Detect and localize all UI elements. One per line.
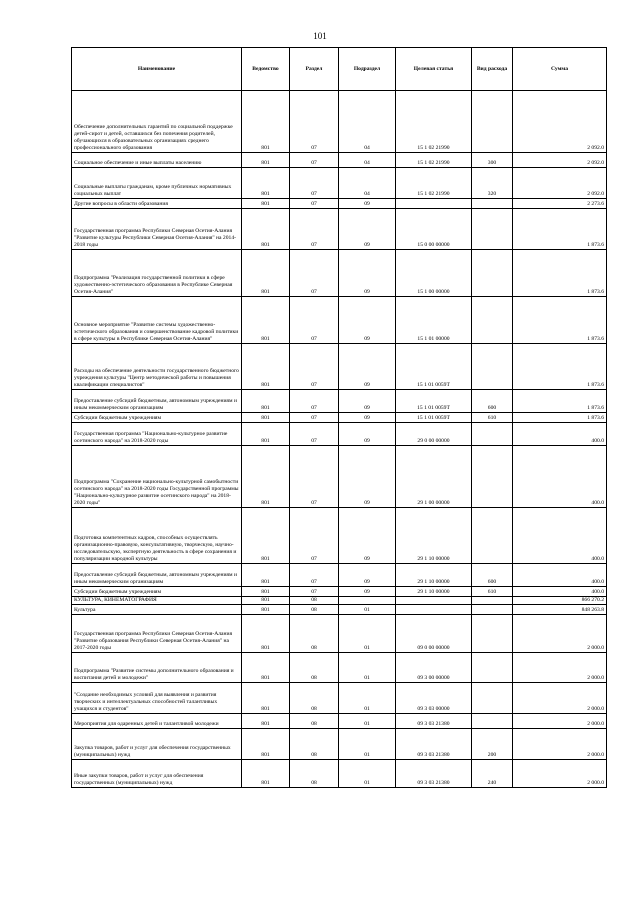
page-number: 101 xyxy=(313,31,327,41)
row-target xyxy=(396,605,472,615)
row-ministry: 801 xyxy=(242,760,290,788)
row-target: 09 3 03 00000 xyxy=(396,683,472,714)
row-subsection xyxy=(339,597,396,605)
row-name: Социальное обеспечение и иные выплаты населению xyxy=(72,153,242,168)
row-sum: 2 092.0 xyxy=(513,91,607,153)
row-name: Государственная программа "Национально-культурное развитие осетинского народа" на 2018-2020 годы xyxy=(72,423,242,446)
table-row xyxy=(72,683,607,714)
row-sum: 400.0 xyxy=(513,446,607,508)
table-row xyxy=(72,653,607,683)
row-name: Предоставление субсидий бюджетным, автономным учреждениям и иным некоммерческим организациям xyxy=(72,390,242,413)
row-target: 09 3 03 21380 xyxy=(396,760,472,788)
row-ministry: 801 xyxy=(242,597,290,605)
row-expense-type: 600 xyxy=(472,564,513,587)
row-section: 08 xyxy=(290,729,339,760)
row-target: 09 3 03 21380 xyxy=(396,729,472,760)
row-target: 15 1 01 0059Т xyxy=(396,390,472,413)
row-section: 07 xyxy=(290,423,339,446)
row-subsection: 09 xyxy=(339,587,396,597)
table-body xyxy=(72,91,607,788)
row-target: 15 0 00 00000 xyxy=(396,209,472,250)
row-name: Подпрограмма "Реализация государственной политики в сфере художественно-эстетического образования в Республике Северная Осетия-Алания" xyxy=(72,250,242,297)
row-sum: 866 270.2 xyxy=(513,597,607,605)
row-sum: 848 263.8 xyxy=(513,605,607,615)
row-ministry: 801 xyxy=(242,91,290,153)
table-row xyxy=(72,297,607,344)
row-name: Подготовка компетентных кадров, способных осуществлять организационно-правовую, консультативную, творческую, научно-исследовательскую, экспертную деятельность в сфере сохранения и популяризации народной культуры xyxy=(72,508,242,564)
table-row xyxy=(72,760,607,788)
row-section: 08 xyxy=(290,714,339,729)
row-expense-type: 300 xyxy=(472,153,513,168)
row-target: 15 1 02 21990 xyxy=(396,168,472,199)
row-name: Субсидии бюджетным учреждениям xyxy=(72,587,242,597)
row-ministry: 801 xyxy=(242,423,290,446)
row-ministry: 801 xyxy=(242,446,290,508)
row-ministry: 801 xyxy=(242,615,290,653)
row-target: 29 1 10 00000 xyxy=(396,508,472,564)
row-subsection: 09 xyxy=(339,508,396,564)
table-row xyxy=(72,446,607,508)
budget-table xyxy=(71,47,607,788)
row-expense-type xyxy=(472,605,513,615)
table-row xyxy=(72,587,607,597)
table-row xyxy=(72,168,607,199)
row-subsection: 09 xyxy=(339,209,396,250)
table-row xyxy=(72,199,607,209)
row-section: 07 xyxy=(290,168,339,199)
row-ministry: 801 xyxy=(242,390,290,413)
row-target: 15 1 01 0059Т xyxy=(396,344,472,390)
row-sum: 2 092.0 xyxy=(513,153,607,168)
row-section: 07 xyxy=(290,91,339,153)
row-expense-type xyxy=(472,91,513,153)
row-subsection: 09 xyxy=(339,423,396,446)
row-name: Иные закупки товаров, работ и услуг для обеспечения государственных (муниципальных) нужд xyxy=(72,760,242,788)
row-ministry: 801 xyxy=(242,168,290,199)
header-ministry: Ведомство xyxy=(242,48,290,91)
table-row xyxy=(72,729,607,760)
row-expense-type xyxy=(472,653,513,683)
row-expense-type xyxy=(472,508,513,564)
row-ministry: 801 xyxy=(242,683,290,714)
row-sum: 1 873.6 xyxy=(513,250,607,297)
row-sum: 2 000.0 xyxy=(513,760,607,788)
row-ministry: 801 xyxy=(242,729,290,760)
row-name: Обеспечение дополнительных гарантий по социальной поддержке детей-сирот и детей, оставшихся без попечения родителей, обучающихся в образовательных организациях среднего профессионального образования xyxy=(72,91,242,153)
row-section: 08 xyxy=(290,683,339,714)
row-expense-type: 240 xyxy=(472,760,513,788)
row-sum: 400.0 xyxy=(513,564,607,587)
row-subsection: 01 xyxy=(339,615,396,653)
row-expense-type xyxy=(472,209,513,250)
row-expense-type xyxy=(472,423,513,446)
header-expense-type: Вид расхода xyxy=(472,48,513,91)
row-expense-type: 610 xyxy=(472,587,513,597)
row-section: 07 xyxy=(290,390,339,413)
table-row xyxy=(72,714,607,729)
row-name: Основное мероприятие "Развитие системы художественно-эстетического образования и совершенствование кадровой политики в сфере культуры в Республике Северная Осетия-Алания" xyxy=(72,297,242,344)
header-sum: Сумма xyxy=(513,48,607,91)
row-name: Субсидии бюджетным учреждениям xyxy=(72,413,242,423)
header-target: Целевая статья xyxy=(396,48,472,91)
row-ministry: 801 xyxy=(242,714,290,729)
row-target: 29 0 00 00000 xyxy=(396,423,472,446)
row-name: Расходы на обеспечение деятельности государственного бюджетного учреждения культуры "Центр методической работы и повышения квалификации специалистов" xyxy=(72,344,242,390)
row-expense-type xyxy=(472,250,513,297)
table-row xyxy=(72,250,607,297)
row-sum: 2 000.0 xyxy=(513,615,607,653)
row-sum: 2 273.6 xyxy=(513,199,607,209)
row-expense-type xyxy=(472,615,513,653)
row-subsection: 01 xyxy=(339,683,396,714)
row-ministry: 801 xyxy=(242,297,290,344)
table-row xyxy=(72,344,607,390)
row-ministry: 801 xyxy=(242,564,290,587)
row-subsection: 04 xyxy=(339,153,396,168)
row-name: Культура xyxy=(72,605,242,615)
row-sum: 2 000.0 xyxy=(513,683,607,714)
row-name: "Создание необходимых условий для выявления и развития творческих и интеллектуальных способностей талантливых учащихся и студентов" xyxy=(72,683,242,714)
row-sum: 1 873.6 xyxy=(513,390,607,413)
row-section: 07 xyxy=(290,413,339,423)
row-expense-type xyxy=(472,597,513,605)
row-section: 07 xyxy=(290,508,339,564)
row-subsection: 01 xyxy=(339,729,396,760)
row-section: 07 xyxy=(290,209,339,250)
row-target: 15 1 02 21990 xyxy=(396,91,472,153)
row-subsection: 04 xyxy=(339,168,396,199)
table-row xyxy=(72,605,607,615)
row-ministry: 801 xyxy=(242,199,290,209)
row-sum: 400.0 xyxy=(513,508,607,564)
row-section: 08 xyxy=(290,615,339,653)
row-section: 08 xyxy=(290,760,339,788)
row-ministry: 801 xyxy=(242,153,290,168)
table-row xyxy=(72,423,607,446)
table-header xyxy=(72,48,607,91)
table-row xyxy=(72,564,607,587)
row-target: 15 1 02 21990 xyxy=(396,153,472,168)
row-ministry: 801 xyxy=(242,587,290,597)
row-name: Закупка товаров, работ и услуг для обеспечения государственных (муниципальных) нужд xyxy=(72,729,242,760)
row-name: Социальные выплаты гражданам, кроме публичных нормативных социальных выплат xyxy=(72,168,242,199)
row-sum: 400.0 xyxy=(513,423,607,446)
row-ministry: 801 xyxy=(242,209,290,250)
row-subsection: 09 xyxy=(339,344,396,390)
table-row xyxy=(72,390,607,413)
row-subsection: 09 xyxy=(339,297,396,344)
table-row xyxy=(72,91,607,153)
table-row xyxy=(72,209,607,250)
row-target: 15 1 01 00000 xyxy=(396,297,472,344)
row-ministry: 801 xyxy=(242,653,290,683)
row-section: 08 xyxy=(290,605,339,615)
row-target: 09 3 03 21380 xyxy=(396,714,472,729)
row-name: Подпрограмма "Развитие системы дополнительного образования и воспитания детей и молодежи" xyxy=(72,653,242,683)
row-expense-type xyxy=(472,446,513,508)
row-subsection: 09 xyxy=(339,564,396,587)
row-ministry: 801 xyxy=(242,250,290,297)
row-expense-type: 200 xyxy=(472,729,513,760)
row-target xyxy=(396,597,472,605)
row-sum: 1 873.6 xyxy=(513,209,607,250)
row-subsection: 01 xyxy=(339,605,396,615)
row-expense-type xyxy=(472,297,513,344)
row-target: 29 1 00 00000 xyxy=(396,446,472,508)
row-target: 09 0 00 00000 xyxy=(396,615,472,653)
row-subsection: 09 xyxy=(339,199,396,209)
row-sum: 1 873.6 xyxy=(513,413,607,423)
row-sum: 2 092.0 xyxy=(513,168,607,199)
header-name: Наименование xyxy=(72,48,242,91)
row-sum: 2 000.0 xyxy=(513,653,607,683)
row-ministry: 801 xyxy=(242,344,290,390)
row-expense-type xyxy=(472,683,513,714)
row-name: Другие вопросы в области образования xyxy=(72,199,242,209)
row-subsection: 09 xyxy=(339,250,396,297)
row-name: Государственная программа Республики Северная Осетия-Алания "Развитие культуры Республики Северная Осетия-Алания" на 2014-2018 годы xyxy=(72,209,242,250)
row-section: 07 xyxy=(290,250,339,297)
header-section: Раздел xyxy=(290,48,339,91)
row-expense-type: 320 xyxy=(472,168,513,199)
row-expense-type: 600 xyxy=(472,390,513,413)
row-subsection: 09 xyxy=(339,413,396,423)
table-row xyxy=(72,615,607,653)
table-row xyxy=(72,413,607,423)
row-target: 15 1 01 0059Т xyxy=(396,413,472,423)
row-target xyxy=(396,199,472,209)
row-ministry: 801 xyxy=(242,605,290,615)
row-sum: 1 873.6 xyxy=(513,297,607,344)
table-row xyxy=(72,153,607,168)
row-section: 07 xyxy=(290,587,339,597)
header-subsection: Подраздел xyxy=(339,48,396,91)
row-name: КУЛЬТУРА, КИНЕМАТОГРАФИЯ xyxy=(72,597,242,605)
row-section: 07 xyxy=(290,446,339,508)
row-subsection: 01 xyxy=(339,760,396,788)
table-row xyxy=(72,508,607,564)
row-ministry: 801 xyxy=(242,508,290,564)
row-section: 07 xyxy=(290,344,339,390)
row-section: 07 xyxy=(290,199,339,209)
row-subsection: 09 xyxy=(339,390,396,413)
row-target: 29 1 10 00000 xyxy=(396,587,472,597)
row-target: 09 3 00 00000 xyxy=(396,653,472,683)
row-name: Мероприятия для одаренных детей и талантливой молодежи xyxy=(72,714,242,729)
row-section: 08 xyxy=(290,597,339,605)
row-name: Подпрограмма "Сохранение национально-культурной самобытности осетинского народа" на 2018-2020 годы Государственной программы "Национально-культурное развитие осетинского народа" на 2018-2020 годы" xyxy=(72,446,242,508)
row-ministry: 801 xyxy=(242,413,290,423)
row-name: Государственная программа Республики Северная Осетия-Алания "Развитие образования Республики Северная Осетия-Алания" на 2017-2020 годы xyxy=(72,615,242,653)
row-subsection: 09 xyxy=(339,446,396,508)
row-expense-type: 610 xyxy=(472,413,513,423)
row-section: 07 xyxy=(290,153,339,168)
row-expense-type xyxy=(472,344,513,390)
row-section: 07 xyxy=(290,297,339,344)
row-sum: 1 873.6 xyxy=(513,344,607,390)
row-target: 29 1 10 00000 xyxy=(396,564,472,587)
row-sum: 2 000.0 xyxy=(513,729,607,760)
row-subsection: 01 xyxy=(339,714,396,729)
row-name: Предоставление субсидий бюджетным, автономным учреждениям и иным некоммерческим организациям xyxy=(72,564,242,587)
row-expense-type xyxy=(472,199,513,209)
row-subsection: 04 xyxy=(339,91,396,153)
row-section: 07 xyxy=(290,564,339,587)
row-sum: 400.0 xyxy=(513,587,607,597)
row-section: 08 xyxy=(290,653,339,683)
row-target: 15 1 00 00000 xyxy=(396,250,472,297)
row-expense-type xyxy=(472,714,513,729)
table-row xyxy=(72,597,607,605)
row-subsection: 01 xyxy=(339,653,396,683)
row-sum: 2 000.0 xyxy=(513,714,607,729)
